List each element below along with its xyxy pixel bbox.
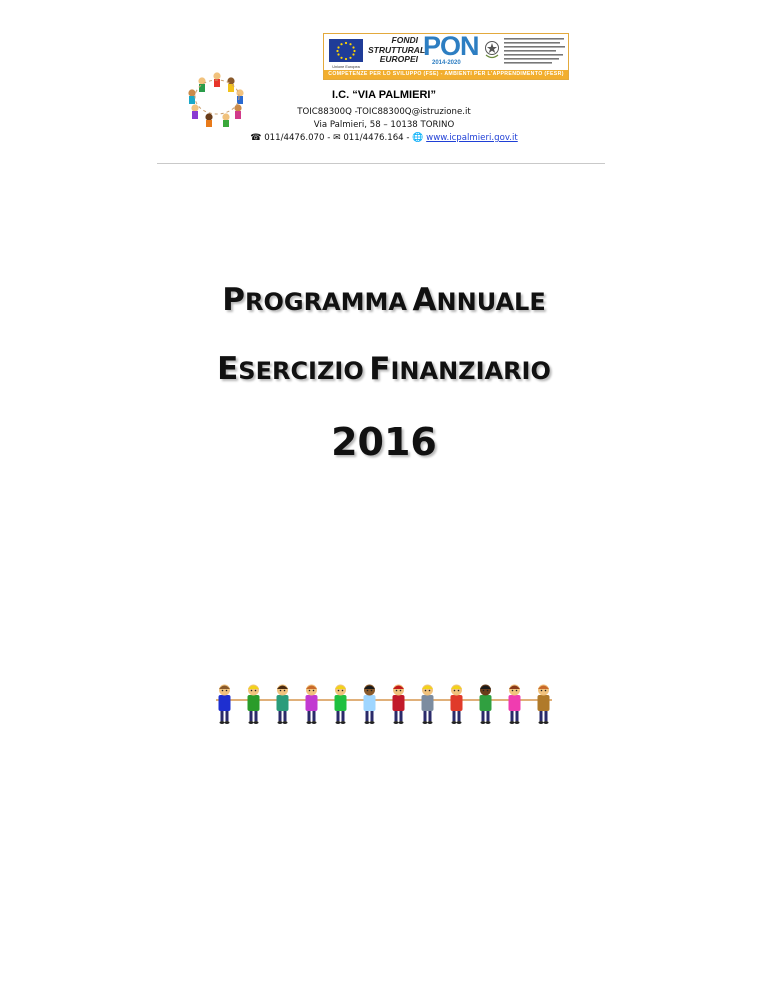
fax-number: 011/4476.164 -	[343, 133, 410, 143]
pon-word: PON	[423, 33, 479, 61]
ministry-text-block	[504, 37, 566, 69]
kid-figure	[248, 685, 260, 725]
title-line-2	[0, 351, 768, 387]
title-year: 2016	[331, 420, 437, 464]
kid-figure	[277, 685, 289, 725]
website-link[interactable]: www.icpalmieri.gov.it	[426, 133, 518, 143]
title-cap-f: F	[369, 351, 391, 387]
title-cap-e: E	[217, 351, 239, 387]
kid-figure	[393, 685, 405, 725]
kid-figure	[509, 685, 521, 725]
title-word-finanziario: INANZIARIO	[390, 357, 551, 385]
header-divider	[157, 163, 605, 164]
title-word-annuale: NNUALE	[436, 288, 546, 316]
pon-banner	[323, 33, 569, 80]
title-word-esercizio: SERCIZIO	[238, 357, 364, 385]
kid-figure	[306, 685, 318, 725]
fax-icon: ✉	[333, 133, 341, 143]
children-holding-hands	[210, 683, 558, 725]
school-codes: TOIC88300Q -TOIC88300Q@istruzione.it	[297, 107, 471, 117]
title-cap-p: P	[222, 282, 245, 318]
kid-figure	[480, 685, 492, 725]
eu-caption: Unione Europea	[332, 65, 360, 69]
title-cap-a: A	[412, 282, 437, 318]
title-line-1	[0, 282, 768, 318]
eu-flag-icon	[327, 37, 365, 71]
phone-number: 011/4476.070 -	[264, 133, 331, 143]
title-word-programma: ROGRAMMA	[244, 288, 407, 316]
kid-figure	[335, 685, 347, 725]
kid-figure	[451, 685, 463, 725]
kid-figure	[364, 685, 376, 725]
fondi-line-1: FONDI	[391, 35, 418, 45]
fondi-line-3: EUROPEI	[379, 54, 418, 64]
fondi-strutturali-logo	[368, 35, 428, 65]
school-name: I.C. “VIA PALMIERI”	[332, 89, 436, 101]
pon-logo	[419, 35, 487, 69]
italian-emblem-icon	[484, 39, 500, 61]
school-address: Via Palmieri, 58 – 10138 TORINO	[313, 120, 455, 130]
kid-figure	[422, 685, 434, 725]
pon-years: 2014-2020	[432, 60, 461, 66]
kid-figure	[219, 685, 231, 725]
fondi-line-2: STRUTTURALI	[368, 44, 428, 55]
contact-line	[0, 133, 768, 143]
kid-figure	[538, 685, 550, 725]
globe-icon: 🌐	[412, 133, 424, 143]
banner-strip: COMPETENZE PER LO SVILUPPO (FSE) - AMBIENTI PER L'APPRENDIMENTO (FESR)	[324, 70, 568, 79]
phone-icon: ☎	[250, 133, 262, 143]
